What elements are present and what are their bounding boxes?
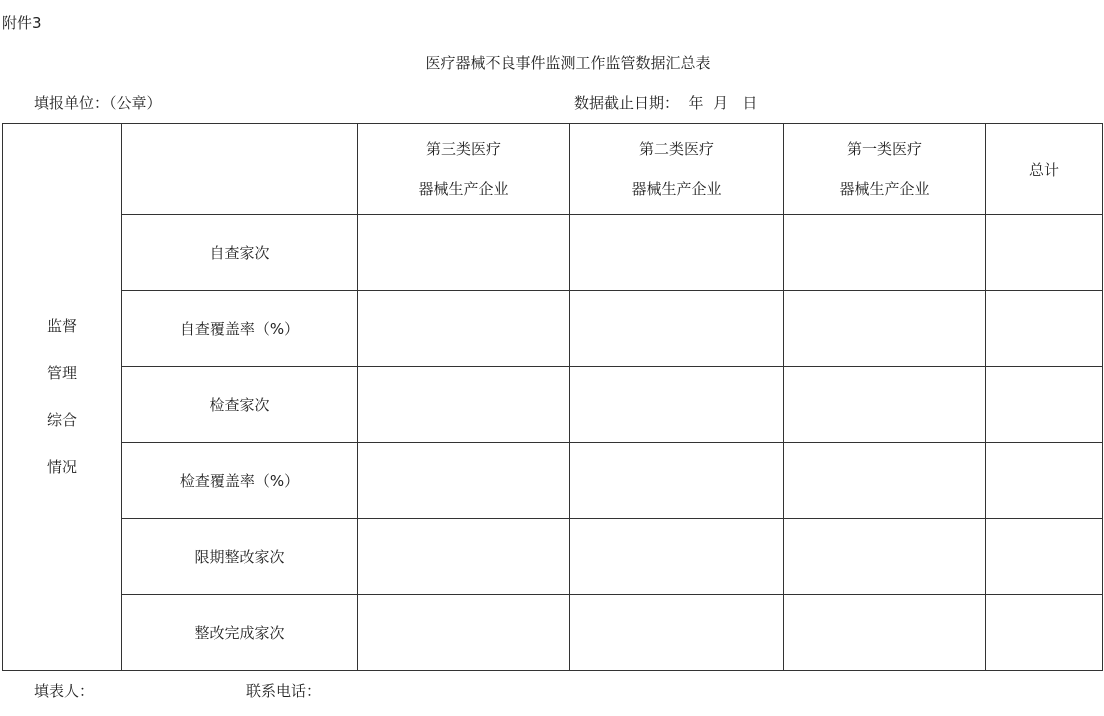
data-cell[interactable]: [570, 443, 784, 519]
data-cell[interactable]: [358, 291, 570, 367]
column-header-line: 器械生产企业: [631, 180, 722, 198]
side-label-line: 管理: [46, 364, 77, 382]
data-cell[interactable]: [986, 595, 1103, 671]
column-header-line: 器械生产企业: [418, 180, 509, 198]
side-label-cell: [3, 124, 122, 671]
data-cell[interactable]: [784, 443, 986, 519]
table-row: [3, 215, 1103, 291]
data-cell[interactable]: [986, 215, 1103, 291]
row-label: 自查家次: [122, 215, 358, 291]
data-cell[interactable]: [358, 215, 570, 291]
document-title: 医疗器械不良事件监测工作监管数据汇总表: [425, 54, 711, 72]
data-cell[interactable]: [784, 519, 986, 595]
table-row: [3, 443, 1103, 519]
row-label: 检查覆盖率（%）: [122, 443, 358, 519]
side-label-line: 监督: [46, 317, 77, 335]
reporter-unit-label: 填报单位：（公章）: [34, 94, 162, 112]
table-row: [3, 519, 1103, 595]
data-cell[interactable]: [986, 519, 1103, 595]
data-cell[interactable]: [570, 595, 784, 671]
data-cell[interactable]: [986, 443, 1103, 519]
data-cell[interactable]: [784, 595, 986, 671]
column-header-line: 器械生产企业: [839, 180, 930, 198]
table-row: [3, 291, 1103, 367]
table-row: [3, 367, 1103, 443]
data-cell[interactable]: [570, 291, 784, 367]
data-cell[interactable]: [986, 367, 1103, 443]
data-cell[interactable]: [570, 367, 784, 443]
table-row: [3, 595, 1103, 671]
data-cell[interactable]: [358, 367, 570, 443]
summary-table: [2, 123, 1103, 671]
data-cell[interactable]: [986, 291, 1103, 367]
filler-label: 填表人：: [34, 682, 95, 700]
row-label: 自查覆盖率（%）: [122, 291, 358, 367]
cutoff-date-label: 数据截止日期： 年 月 日: [574, 94, 758, 112]
phone-label: 联系电话：: [246, 682, 322, 700]
side-label-line: 综合: [46, 411, 77, 429]
row-label: 限期整改家次: [122, 519, 358, 595]
data-cell[interactable]: [358, 443, 570, 519]
data-cell[interactable]: [358, 519, 570, 595]
blank-header-cell: [122, 124, 358, 215]
column-header-class-1: [784, 124, 986, 215]
side-label-line: 情况: [46, 458, 77, 476]
column-header-line: 第二类医疗: [638, 140, 714, 158]
attachment-label: 附件3: [2, 14, 42, 32]
data-cell[interactable]: [784, 367, 986, 443]
column-header-line: 第一类医疗: [846, 140, 922, 158]
data-cell[interactable]: [358, 595, 570, 671]
column-header-line: 第三类医疗: [425, 140, 501, 158]
data-cell[interactable]: [570, 215, 784, 291]
row-label: 检查家次: [122, 367, 358, 443]
column-header-class-2: [570, 124, 784, 215]
data-cell[interactable]: [570, 519, 784, 595]
table-header-row: [3, 124, 1103, 215]
data-cell[interactable]: [784, 291, 986, 367]
data-cell[interactable]: [784, 215, 986, 291]
column-header-total: 总计: [986, 124, 1103, 215]
column-header-class-3: [358, 124, 570, 215]
row-label: 整改完成家次: [122, 595, 358, 671]
